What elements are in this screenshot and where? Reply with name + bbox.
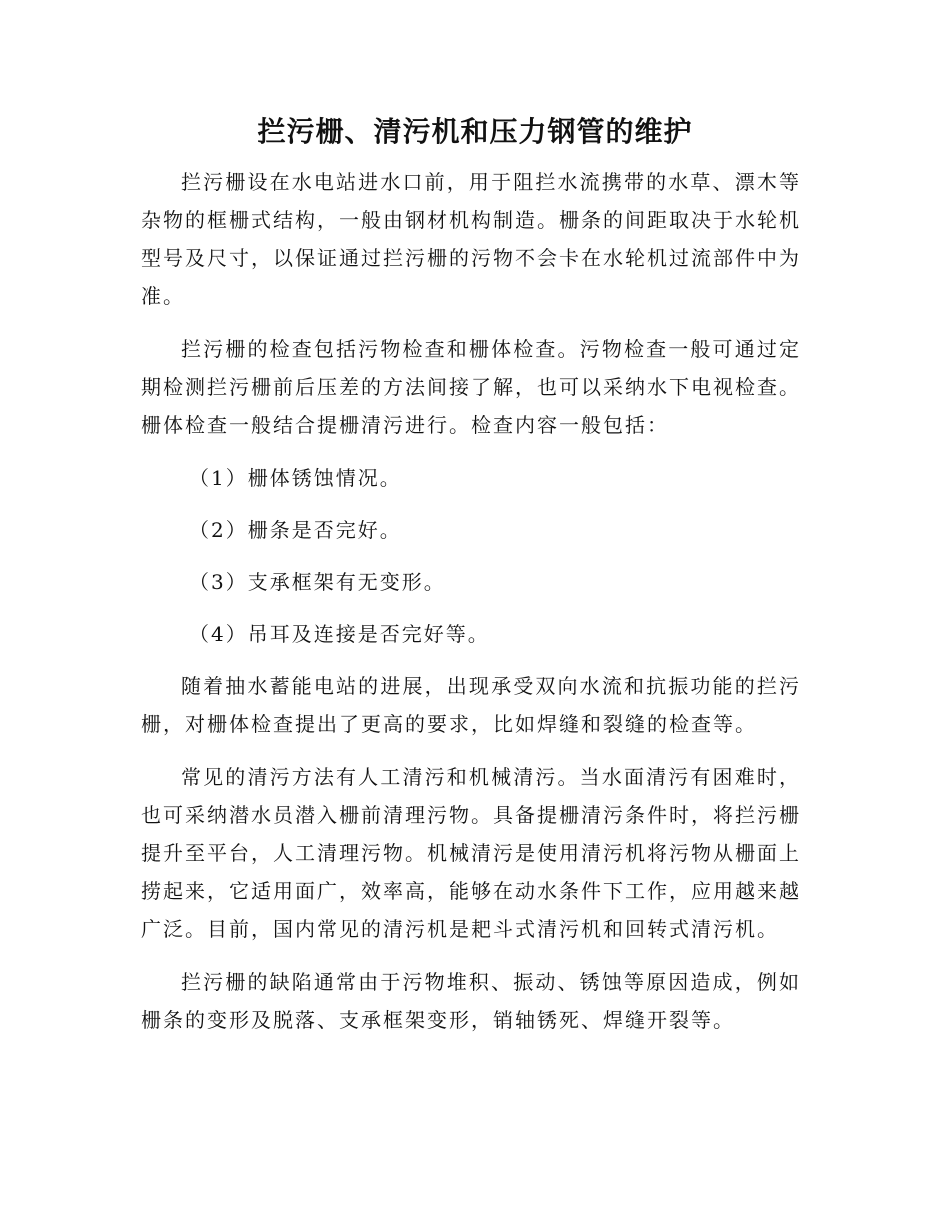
- list-item: （1）栅体锈蚀情况。: [189, 466, 402, 490]
- paragraph-cleaning-methods: 常见的清污方法有人工清污和机械清污。当水面清污有困难时，也可采纳潜水员潜入栅前清理污物。具备提栅清污条件时，将拦污栅提升至平台，人工清理污物。机械清污是使用清污机将污物从栅面上捞起来，它适用面广，效率高，能够在动水条件下工作，应用越来越广泛。目前，国内常见的清污机是耙斗式清污机和回转式清污机。: [141, 765, 801, 941]
- paragraph-defects: 拦污栅的缺陷通常由于污物堆积、振动、锈蚀等原因造成，例如栅条的变形及脱落、支承框架变形，销轴锈死、焊缝开裂等。: [141, 970, 801, 1032]
- list-item: （2）栅条是否完好。: [189, 518, 402, 542]
- document-body: [141, 163, 801, 1054]
- document-title: 拦污栅、清污机和压力钢管的维护: [257, 115, 693, 148]
- list-item: （4）吊耳及连接是否完好等。: [189, 622, 490, 646]
- paragraph-intro: 拦污栅设在水电站进水口前，用于阻拦水流携带的水草、漂木等杂物的框栅式结构，一般由钢材机构制造。栅条的间距取决于水轮机型号及尺寸，以保证通过拦污栅的污物不会卡在水轮机过流部件中为准。: [141, 170, 801, 308]
- list-item: （3）支承框架有无变形。: [189, 570, 446, 594]
- paragraph-inspection: 拦污栅的检查包括污物检查和栅体检查。污物检查一般可通过定期检测拦污栅前后压差的方法间接了解，也可以采纳水下电视检查。栅体检查一般结合提栅清污进行。检查内容一般包括：: [141, 337, 801, 437]
- inspection-list: [141, 459, 801, 653]
- paragraph-pumped-storage: 随着抽水蓄能电站的进展，出现承受双向水流和抗振功能的拦污栅，对栅体检查提出了更高的要求，比如焊缝和裂缝的检查等。: [141, 674, 801, 736]
